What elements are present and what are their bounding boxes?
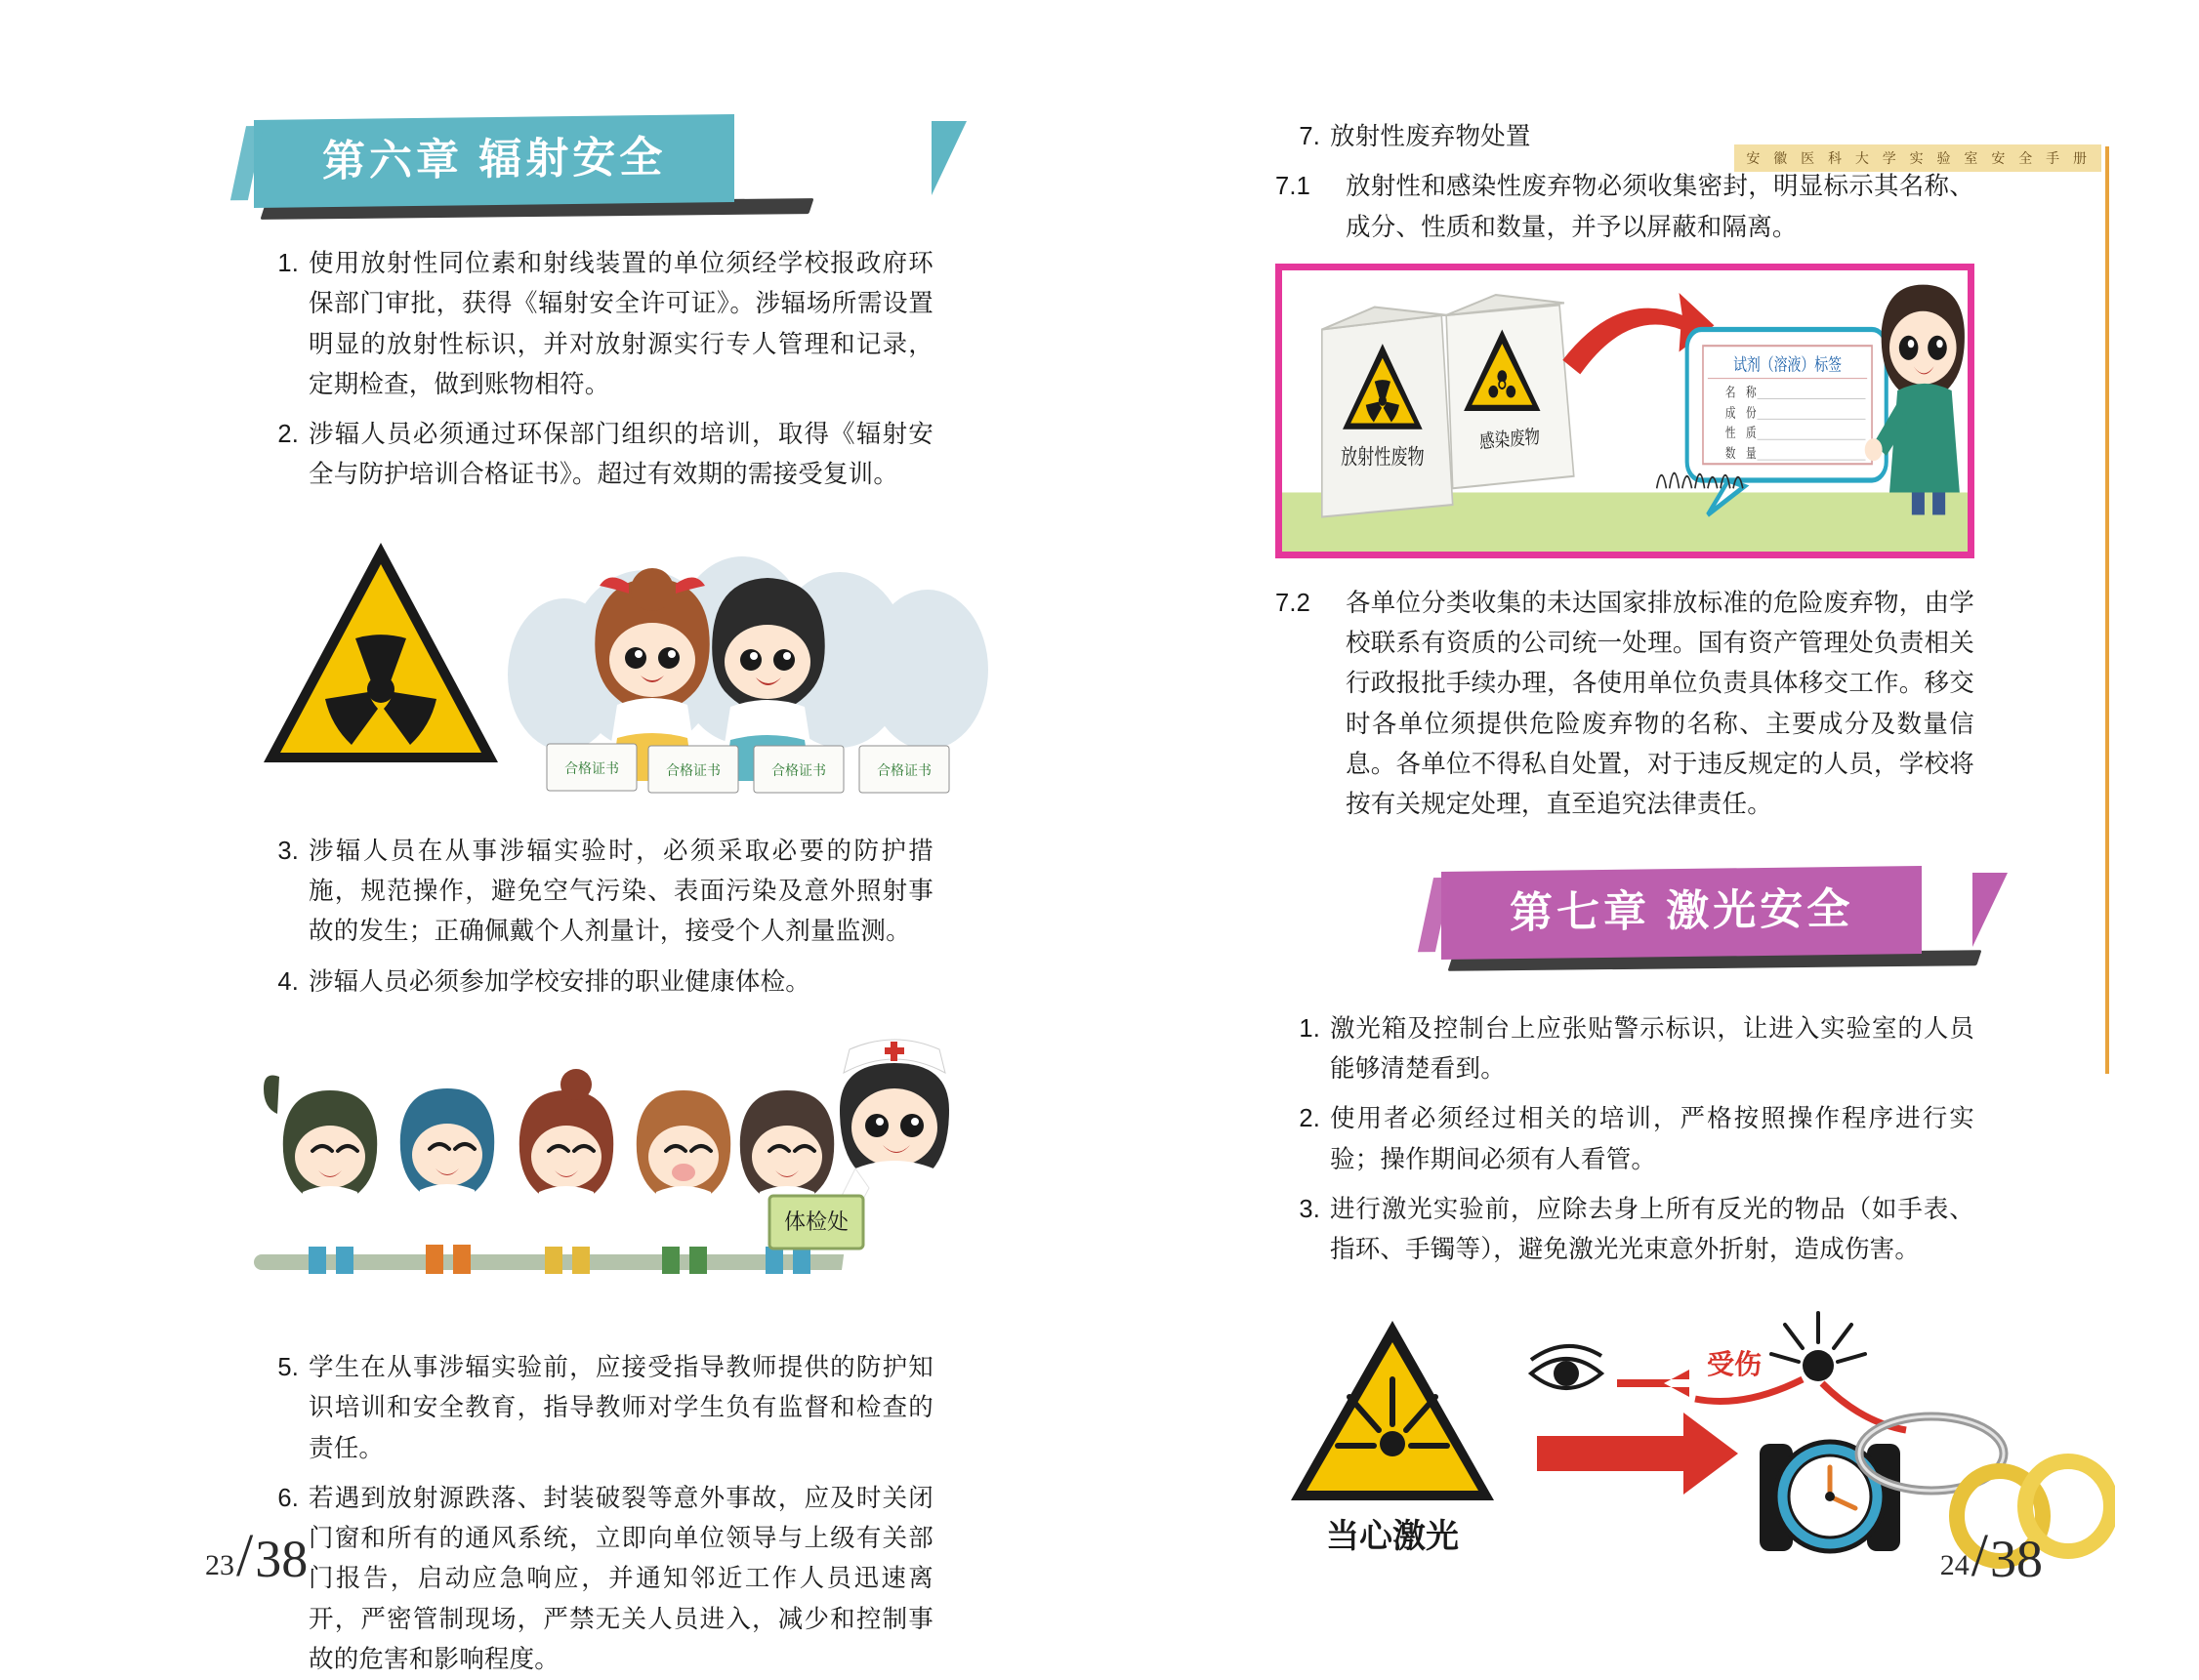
svg-text:合格证书: 合格证书 (877, 761, 932, 778)
list-item-text: 学生在从事涉辐实验前，应接受指导教师提供的防护知识培训和安全教育，指导教师对学生负有监督和检查的责任。 (309, 1353, 934, 1462)
laser-burst (1771, 1313, 1865, 1381)
left-page (0, 0, 1100, 1674)
svg-text:合格证书: 合格证书 (771, 761, 826, 778)
list-item (254, 1479, 934, 1680)
infectious-waste-bag (1446, 295, 1574, 488)
figure-radioactive-waste (1275, 264, 1974, 558)
right-page (1100, 0, 2199, 1660)
page-number-slash: / (236, 1523, 254, 1590)
chapter-6-banner (254, 117, 934, 205)
running-header (1734, 144, 2101, 172)
list-item-text: 涉辐人员必须通过环保部门组织的培训，取得《辐射安全与防护培训合格证书》。超过有效期的需接受复训。 (309, 421, 934, 489)
list-item-text: 各单位分类收集的未达国家排放标准的危险废弃物，由学校联系有资质的公司统一处理。国有资产管理处负责相关行政报批手续办理，各使用单位负责具体移交工作。移交时各单位须提供危险废弃物的名称、主要成分及数量信息。各单位不得私自处置，对于违反规定的人员，学校将按有关规定处理，直至追究法律责任。 (1346, 589, 1974, 819)
svg-text:体检处: 体检处 (783, 1209, 850, 1234)
svg-text:受伤: 受伤 (1706, 1349, 1763, 1380)
page-edge-rule (2105, 146, 2109, 1074)
list-item-number: 2. (1299, 1105, 1320, 1133)
running-header-text: 安 徽 医 科 大 学 实 验 室 安 全 手 册 (1734, 144, 2101, 172)
waste-illustration (1282, 270, 1968, 552)
section-7-list (1275, 117, 1974, 248)
svg-text:合格证书: 合格证书 (666, 761, 721, 778)
svg-text:成 份: 成 份 (1724, 404, 1757, 421)
radiation-list-part3 (254, 1348, 934, 1680)
list-item (1275, 1099, 1974, 1180)
wristwatch (1760, 1442, 1900, 1551)
list-item-number: 5. (277, 1353, 299, 1381)
checkup-illustration (254, 1020, 1094, 1313)
list-item-text: 若遇到放射源跌落、封装破裂等意外事故，应及时关闭门窗和所有的通风系统，立即向单位领导与上级有关部门报告，启动应急响应，并通知邻近工作人员迅速离开，严密管制现场，严禁无关人员进入，减少和控制事故的危害和影响程度。 (309, 1484, 934, 1674)
page-number-current: 24 (1939, 1549, 1970, 1581)
svg-text:试剂（溶液）标签: 试剂（溶液）标签 (1733, 355, 1842, 375)
laser-warning-sign (1291, 1321, 1494, 1555)
list-item-number: 7.1 (1275, 173, 1311, 201)
page-number-current: 23 (205, 1549, 234, 1581)
chapter-6-title: 第六章 辐射安全 (254, 114, 734, 208)
laser-list (1275, 1009, 1974, 1271)
radiation-list-part1 (254, 244, 934, 496)
page-number-right (1939, 1523, 2043, 1590)
list-item (254, 963, 934, 1003)
list-item (254, 244, 934, 405)
list-item-number: 2. (277, 421, 299, 449)
list-item-number: 1. (1299, 1014, 1320, 1043)
chapter-7-title: 第七章 激光安全 (1441, 866, 1922, 960)
big-red-arrow (1537, 1413, 1738, 1495)
page-number-slash: / (1971, 1523, 1988, 1590)
list-item-text: 进行激光实验前，应除去身上所有反光的物品（如手表、指环、手镯等），避免激光光束意外折射，造成伤害。 (1330, 1195, 1974, 1264)
list-item (1275, 167, 1974, 248)
section-7-2-list (1275, 584, 1974, 826)
checkup-sign (769, 1196, 863, 1249)
queue-student-4 (637, 1090, 730, 1274)
list-item (1275, 584, 1974, 826)
svg-text:合格证书: 合格证书 (564, 759, 619, 776)
list-item-text: 放射性和感染性废弃物必须收集密封，明显标示其名称、成分、性质和数量，并予以屏蔽和隔离。 (1346, 173, 1974, 241)
list-item (254, 1348, 934, 1469)
injury-label (1617, 1349, 1762, 1397)
radiation-illustration (254, 513, 1094, 806)
svg-text:性 质: 性 质 (1724, 425, 1757, 441)
section-number: 7. (1299, 123, 1320, 150)
radiation-warning-sign (264, 543, 498, 762)
list-item (1275, 1190, 1974, 1271)
chapter-7-banner (1441, 869, 1974, 957)
list-item-text: 激光箱及控制台上应张贴警示标识，让进入实验室的人员能够清楚看到。 (1330, 1014, 1974, 1083)
svg-text:放射性废物: 放射性废物 (1341, 445, 1425, 470)
list-item-number: 7.2 (1275, 589, 1311, 617)
list-item-number: 4. (277, 967, 299, 996)
page-number-total: 38 (255, 1529, 309, 1588)
list-item (254, 832, 934, 953)
queue-student-1 (264, 1075, 377, 1274)
list-item-text: 涉辐人员必须参加学校安排的职业健康体检。 (309, 967, 811, 996)
list-item-number: 1. (277, 250, 299, 277)
list-item-text: 使用者必须经过相关的培训，严格按照操作程序进行实验；操作期间必须有人看管。 (1330, 1105, 1974, 1173)
figure-laser-safety (1275, 1290, 1974, 1582)
figure-health-checkup (254, 1020, 934, 1323)
svg-text:当心激光: 当心激光 (1326, 1518, 1459, 1556)
page-number-total: 38 (1990, 1529, 2043, 1588)
list-item-number: 3. (277, 837, 299, 865)
list-item-text: 使用放射性同位素和射线装置的单位须经学校报政府环保部门审批，获得《辐射安全许可证》。涉辐场所需设置明显的放射性标识，并对放射源实行专人管理和记录，定期检查，做到账物相符。 (309, 250, 934, 398)
svg-text:名 称: 名 称 (1724, 385, 1757, 400)
queue-student-3 (519, 1069, 613, 1274)
list-item-number: 6. (277, 1484, 299, 1512)
svg-text:数 量: 数 量 (1724, 445, 1757, 462)
radiation-list-part2 (254, 832, 934, 1003)
section-title: 放射性废弃物处置 (1330, 123, 1531, 150)
page-number-left (205, 1523, 309, 1590)
list-item (254, 415, 934, 496)
radioactive-waste-bag (1322, 307, 1453, 516)
list-item (1275, 1009, 1974, 1090)
list-item-number: 3. (1299, 1195, 1320, 1223)
svg-text:感染废物: 感染废物 (1478, 425, 1541, 453)
queue-student-2 (400, 1088, 494, 1274)
list-item-text: 涉辐人员在从事涉辐实验时，必须采取必要的防护措施，规范操作，避免空气污染、表面污染及意外照射事故的发生；正确佩戴个人剂量计，接受个人剂量监测。 (309, 837, 934, 946)
eye-icon (1531, 1346, 1601, 1388)
figure-radiation-certificates (254, 513, 934, 806)
